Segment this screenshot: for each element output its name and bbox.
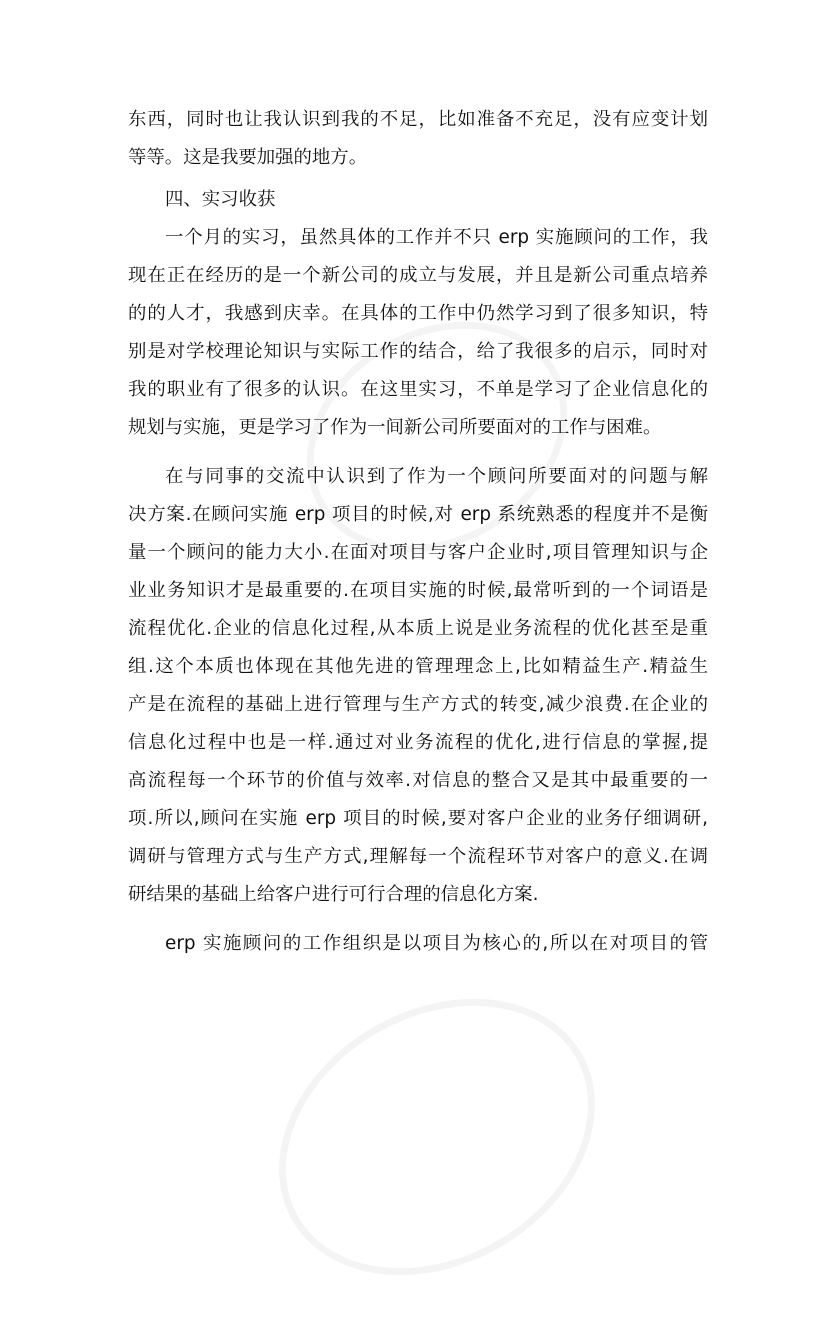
heading-text: 四、实习收获 [165, 189, 276, 210]
paragraph-p1 [128, 101, 708, 177]
text-line: 信息化过程中也是一样.通过对业务流程的优化,进行信息的掌握,提 [128, 732, 708, 753]
text-line: 一个月的实习，虽然具体的工作并不只 erp 实施顾问的工作，我 [165, 227, 708, 248]
document-body [128, 101, 708, 963]
paragraph-p5 [128, 925, 708, 963]
text-line: 我的职业有了很多的认识。在这里实习，不单是学习了企业信息化的 [128, 379, 708, 400]
text-line: 在与同事的交流中认识到了作为一个顾问所要面对的问题与解 [165, 466, 708, 487]
text-line: 调研与管理方式与生产方式,理解每一个流程环节对客户的意义.在调 [128, 846, 708, 867]
text-line: 流程优化.企业的信息化过程,从本质上说是业务流程的优化甚至是重 [128, 618, 708, 639]
text-line: 项.所以,顾问在实施 erp 项目的时候,要对客户企业的业务仔细调研, [128, 808, 708, 829]
paragraph-p4 [128, 458, 708, 914]
text-line: 组.这个本质也体现在其他先进的管理理念上,比如精益生产.精益生 [128, 656, 708, 677]
text-line: 规划与实施，更是学习了作为一间新公司所要面对的工作与困难。 [128, 417, 662, 438]
text-line: 的的人才，我感到庆幸。在具体的工作中仍然学习到了很多知识，特 [128, 303, 708, 324]
section-heading [128, 181, 708, 219]
watermark-seal [229, 944, 645, 1331]
text-line: 现在正在经历的是一个新公司的成立与发展，并且是新公司重点培养 [128, 265, 708, 286]
text-line: 东西，同时也让我认识到我的不足，比如准备不充足，没有应变计划 [128, 109, 708, 130]
text-line: 决方案.在顾问实施 erp 项目的时候,对 erp 系统熟悉的程度并不是衡 [128, 504, 708, 525]
text-line: erp 实施顾问的工作组织是以项目为核心的,所以在对项目的管 [165, 933, 708, 954]
text-line: 别是对学校理论知识与实际工作的结合，给了我很多的启示，同时对 [128, 341, 708, 362]
text-line: 等等。这是我要加强的地方。 [128, 147, 368, 168]
text-line: 量一个顾问的能力大小.在面对项目与客户企业时,项目管理知识与企 [128, 542, 708, 563]
text-line: 业业务知识才是最重要的.在项目实施的时候,最常听到的一个词语是 [128, 580, 708, 601]
paragraph-p3 [128, 219, 708, 447]
text-line: 产是在流程的基础上进行管理与生产方式的转变,减少浪费.在企业的 [128, 694, 708, 715]
text-line: 研结果的基础上给客户进行可行合理的信息化方案. [128, 884, 539, 905]
text-line: 高流程每一个环节的价值与效率.对信息的整合又是其中最重要的一 [128, 770, 708, 791]
